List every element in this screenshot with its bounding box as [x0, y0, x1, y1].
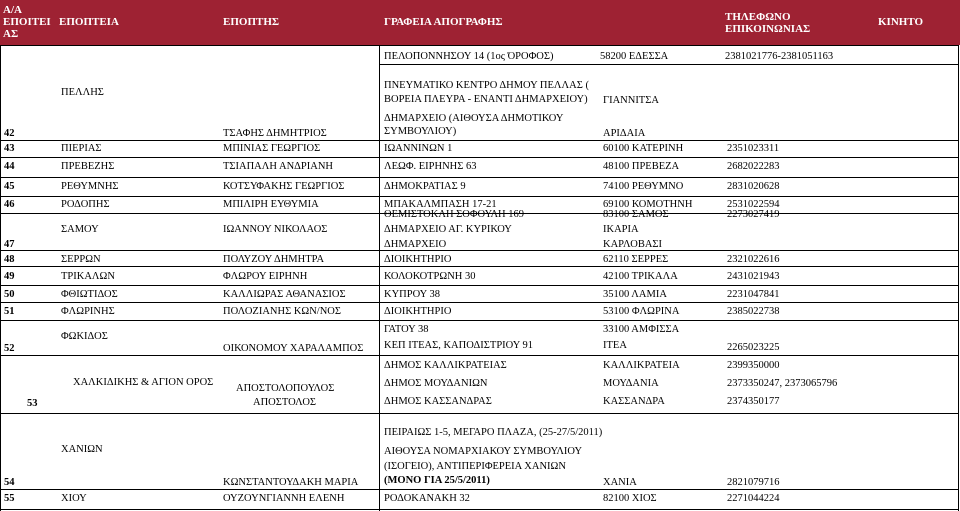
- supervisor-name: ΑΠΟΣΤΟΛΟΠΟΥΛΟΣ: [236, 383, 335, 394]
- row-number: 53: [27, 398, 38, 409]
- row-number: 49: [4, 271, 15, 282]
- header-phone-l2: ΕΠΙΚΟΙΝΩΝΙΑΣ: [725, 23, 811, 35]
- grid-hline: [0, 355, 959, 356]
- prefecture-name: ΡΟΔΟΠΗΣ: [61, 199, 110, 210]
- office-address: ΡΟΔΟΚΑΝΑΚΗ 32: [384, 493, 470, 504]
- grid-hline: [0, 302, 959, 303]
- zip-city: 60100 ΚΑΤΕΡΙΝΗ: [603, 143, 684, 154]
- header-num-l1: Α/Α: [3, 4, 22, 16]
- office-address: ΛΕΩΦ. ΕΙΡΗΝΗΣ 63: [384, 161, 477, 172]
- phone-number: 2821079716: [727, 477, 780, 488]
- city-name: ΚΑΛΛΙΚΡΑΤΕΙΑ: [603, 360, 680, 371]
- prefecture-name: ΠΡΕΒΕΖΗΣ: [61, 161, 115, 172]
- phone-number: 2273027419: [727, 209, 780, 220]
- grid-hline: [0, 250, 959, 251]
- supervisor-name: ΟΙΚΟΝΟΜΟΥ ΧΑΡΑΛΑΜΠΟΣ: [223, 343, 364, 354]
- supervisor-name: ΑΠΟΣΤΟΛΟΣ: [253, 397, 317, 408]
- row-number: 48: [4, 254, 15, 265]
- grid-hline: [0, 320, 959, 321]
- row-number: 44: [4, 161, 15, 172]
- row-number: 50: [4, 289, 15, 300]
- city-name: ΚΑΣΣΑΝΔΡΑ: [603, 396, 665, 407]
- city-name: ΜΟΥΔΑΝΙΑ: [603, 378, 659, 389]
- supervisor-name: ΙΩΑΝΝΟΥ ΝΙΚΟΛΑΟΣ: [223, 224, 328, 235]
- prefecture-name: ΠΙΕΡΙΑΣ: [61, 143, 102, 154]
- office-address: ΓΑΤΟΥ 38: [384, 324, 429, 335]
- grid-vline: [958, 45, 959, 511]
- phone-number: 2271044224: [727, 493, 780, 504]
- grid-hline: [379, 64, 959, 65]
- supervisor-name: ΜΠΙΛΙΡΗ ΕΥΘΥΜΙΑ: [223, 199, 319, 210]
- office-address: ΘΕΜΙΣΤΟΚΛΗ ΣΟΦΟΥΛΗ 169: [384, 209, 525, 220]
- grid-hline: [0, 45, 959, 46]
- row-number: 46: [4, 199, 15, 210]
- supervisor-name: ΠΟΛΟΖΙΑΝΗΣ ΚΩΝ/ΝΟΣ: [223, 306, 341, 317]
- zip-city: 69100 ΚΟΜΟΤΗΝΗ: [603, 199, 693, 210]
- office-address: ΒΟΡΕΙΑ ΠΛΕΥΡΑ - ΕΝΑΝΤΙ ΔΗΜΑΡΧΕΙΟΥ): [384, 94, 588, 105]
- office-address: ΔΗΜΟΣ ΚΑΛΛΙΚΡΑΤΕΙΑΣ: [384, 360, 507, 371]
- row-number: 43: [4, 143, 15, 154]
- supervisor-name: ΚΩΝΣΤΑΝΤΟΥΔΑΚΗ ΜΑΡΙΑ: [223, 477, 359, 488]
- row-number: 51: [4, 306, 15, 317]
- city-name: ΚΑΡΛΟΒΑΣΙ: [603, 239, 663, 250]
- office-address: ΔΙΟΙΚΗΤΗΡΙΟ: [384, 306, 452, 317]
- office-address: ΔΗΜΑΡΧΕΙΟ ΑΓ. ΚΥΡΙΚΟΥ: [384, 224, 512, 235]
- zip-city: 35100 ΛΑΜΙΑ: [603, 289, 667, 300]
- header-num-l3: ΑΣ: [3, 28, 19, 40]
- row-number: 55: [4, 493, 15, 504]
- office-address: ΠΕΛΟΠΟΝΝΗΣΟΥ 14 (1ος ΌΡΟΦΟΣ): [384, 51, 554, 62]
- phone-number: 2351023311: [727, 143, 780, 154]
- zip-city: 33100 ΑΜΦΙΣΣΑ: [603, 324, 680, 335]
- prefecture-name: ΦΘΙΩΤΙΔΟΣ: [61, 289, 118, 300]
- phone-number: 2373350247, 2373065796: [727, 378, 838, 389]
- prefecture-name: ΡΕΘΥΜΝΗΣ: [61, 181, 119, 192]
- office-address: ΔΗΜΑΡΧΕΙΟ (ΑΙΘΟΥΣΑ ΔΗΜΟΤΙΚΟΥ: [384, 113, 564, 124]
- office-address: ΜΠΑΚΑΛΜΠΑΣΗ 17-21: [384, 199, 497, 210]
- zip-city: 83100 ΣΑΜΟΣ: [603, 209, 669, 220]
- phone-number: 2431021943: [727, 271, 780, 282]
- supervisor-name: ΚΟΤΣΥΦΑΚΗΣ ΓΕΩΡΓΙΟΣ: [223, 181, 345, 192]
- header-offices: ΓΡΑΦΕΙΑ ΑΠΟΓΡΑΦΗΣ: [384, 16, 503, 28]
- city-name: ΑΡΙΔΑΙΑ: [603, 128, 646, 139]
- office-address: ΚΕΠ ΙΤΕΑΣ, ΚΑΠΟΔΙΣΤΡΙΟΥ 91: [384, 340, 534, 351]
- phone-number: 2374350177: [727, 396, 780, 407]
- office-address: (ΜΟΝΟ ΓΙΑ 25/5/2011): [384, 475, 490, 486]
- grid-hline: [0, 196, 959, 197]
- row-number: 45: [4, 181, 15, 192]
- prefecture-name: ΦΩΚΙΔΟΣ: [61, 331, 108, 342]
- row-number: 52: [4, 343, 15, 354]
- header-prefecture: ΕΠΟΠΤΕΙΑ: [59, 16, 119, 28]
- supervisor-name: ΟΥΖΟΥΝΓΙΑΝΝΗ ΕΛΕΝΗ: [223, 493, 345, 504]
- phone-number: 2682022283: [727, 161, 780, 172]
- office-address: ΚΟΛΟΚΟΤΡΩΝΗ 30: [384, 271, 476, 282]
- supervisor-name: ΜΠΙΝΙΑΣ ΓΕΩΡΓΙΟΣ: [223, 143, 321, 154]
- header-num-l2: ΕΠΟΙΤΕΙ: [3, 16, 51, 28]
- office-address: ΠΕΙΡΑΙΩΣ 1-5, ΜΕΓΑΡΟ ΠΛΑΖΑ, (25-27/5/2011): [384, 427, 603, 438]
- grid-hline: [0, 285, 959, 286]
- grid-vline: [379, 45, 380, 511]
- office-address: ΣΥΜΒΟΥΛΙΟΥ): [384, 126, 457, 137]
- office-address: ΑΙΘΟΥΣΑ ΝΟΜΑΡΧΙΑΚΟΥ ΣΥΜΒΟΥΛΙΟΥ: [384, 446, 583, 457]
- row-number: 47: [4, 239, 15, 250]
- grid-hline: [0, 140, 959, 141]
- prefecture-name: ΧΑΛΚΙΔΙΚΗΣ & ΑΓΙΟΝ ΟΡΟΣ: [73, 377, 214, 388]
- header-mobile: ΚΙΝΗΤΟ: [878, 16, 924, 28]
- row-number: 42: [4, 128, 15, 139]
- zip-city: 62110 ΣΕΡΡΕΣ: [603, 254, 669, 265]
- row-number: 54: [4, 477, 15, 488]
- office-address: ΔΗΜΟΣ ΜΟΥΔΑΝΙΩΝ: [384, 378, 488, 389]
- office-address: ΔΗΜΟΚΡΑΤΙΑΣ 9: [384, 181, 466, 192]
- header-phone-l1: ΤΗΛΕΦΩΝΟ: [725, 11, 791, 23]
- phone-number: 2399350000: [727, 360, 780, 371]
- zip-city: 48100 ΠΡΕΒΕΖΑ: [603, 161, 680, 172]
- prefecture-name: ΧΙΟΥ: [61, 493, 87, 504]
- prefecture-name: ΣΕΡΡΩΝ: [61, 254, 101, 265]
- office-address: ΔΗΜΑΡΧΕΙΟ: [384, 239, 447, 250]
- grid-hline: [0, 413, 959, 414]
- supervisor-name: ΤΣΑΦΗΣ ΔΗΜΗΤΡΙΟΣ: [223, 128, 327, 139]
- city-name: ΙΚΑΡΙΑ: [603, 224, 639, 235]
- prefecture-name: ΠΕΛΛΗΣ: [61, 87, 104, 98]
- grid-hline: [0, 489, 959, 490]
- zip-city: 53100 ΦΛΩΡΙΝΑ: [603, 306, 680, 317]
- phone-number: 2231047841: [727, 289, 780, 300]
- supervisor-name: ΤΣΙΑΠΑΛΗ ΑΝΔΡΙΑΝΗ: [223, 161, 334, 172]
- office-address: ΚΥΠΡΟΥ 38: [384, 289, 440, 300]
- phone-number: 2531022594: [727, 199, 780, 210]
- supervisor-name: ΦΛΩΡΟΥ ΕΙΡΗΝΗ: [223, 271, 308, 282]
- phone-number: 2831020628: [727, 181, 780, 192]
- grid-hline: [0, 509, 959, 510]
- supervisor-name: ΠΟΛΥΖΟΥ ΔΗΜΗΤΡΑ: [223, 254, 325, 265]
- prefecture-name: ΧΑΝΙΩΝ: [61, 444, 103, 455]
- zip-city: 74100 ΡΕΘΥΜΝΟ: [603, 181, 684, 192]
- grid-hline: [0, 266, 959, 267]
- grid-vline: [0, 45, 1, 511]
- grid-hline: [0, 157, 959, 158]
- zip-city: 58200 ΕΔΕΣΣΑ: [600, 51, 669, 62]
- phone-number: 2321022616: [727, 254, 780, 265]
- city-name: ΧΑΝΙΑ: [603, 477, 637, 488]
- phone-number: 2385022738: [727, 306, 780, 317]
- header-supervisor: ΕΠΟΠΤΗΣ: [223, 16, 280, 28]
- office-address: ΙΩΑΝΝΙΝΩΝ 1: [384, 143, 453, 154]
- grid-hline: [0, 177, 959, 178]
- phone-number: 2381021776-2381051163: [725, 51, 834, 62]
- city-name: ΓΙΑΝΝΙΤΣΑ: [603, 95, 659, 106]
- phone-number: 2265023225: [727, 342, 780, 353]
- prefecture-name: ΤΡΙΚΑΛΩΝ: [61, 271, 115, 282]
- office-address: ΠΝΕΥΜΑΤΙΚΟ ΚΕΝΤΡΟ ΔΗΜΟΥ ΠΕΛΛΑΣ (: [384, 80, 589, 91]
- office-address: (ΙΣΟΓΕΙΟ), ΑΝΤΙΠΕΡΙΦΕΡΕΙΑ ΧΑΝΙΩΝ: [384, 461, 566, 472]
- supervisor-name: ΚΑΛΛΙΩΡΑΣ ΑΘΑΝΑΣΙΟΣ: [223, 289, 346, 300]
- prefecture-name: ΦΛΩΡΙΝΗΣ: [61, 306, 115, 317]
- office-address: ΔΙΟΙΚΗΤΗΡΙΟ: [384, 254, 452, 265]
- zip-city: 82100 ΧΙΟΣ: [603, 493, 657, 504]
- office-address: ΔΗΜΟΣ ΚΑΣΣΑΝΔΡΑΣ: [384, 396, 492, 407]
- zip-city: 42100 ΤΡΙΚΑΛΑ: [603, 271, 678, 282]
- city-name: ΙΤΕΑ: [603, 340, 627, 351]
- prefecture-name: ΣΑΜΟΥ: [61, 224, 99, 235]
